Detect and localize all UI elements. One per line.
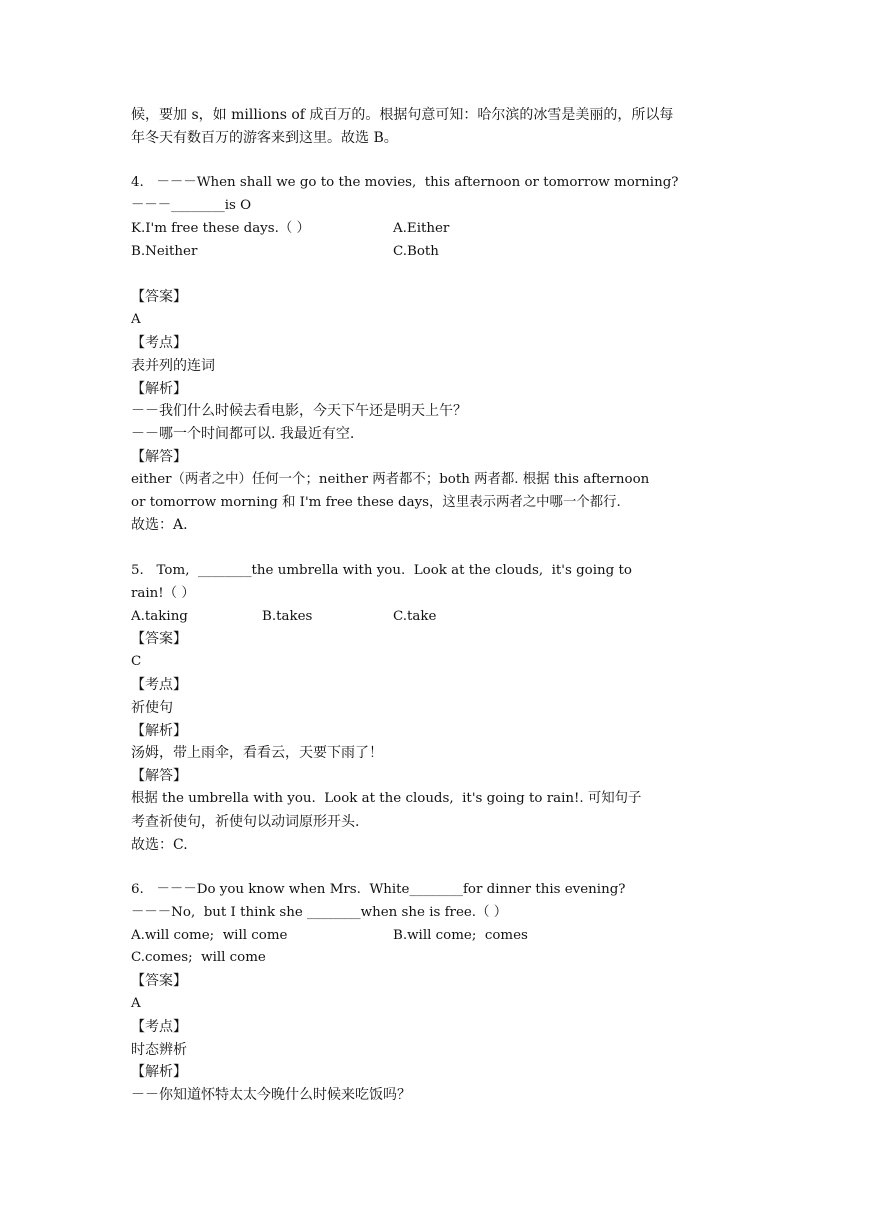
question-4 (131, 172, 751, 537)
question-6 (131, 879, 751, 1107)
q4-option-c: C.Both (393, 243, 439, 259)
intro-line-2: 年冬天有数百万的游客来到这里。故选 B。 (131, 129, 398, 146)
q6-point: 时态辨析 (131, 1041, 187, 1058)
q6-stem-line-1: 6. －－－Do you know when Mrs. White________for dinner this evening? (131, 882, 626, 898)
q5-point-label: 【考点】 (131, 676, 187, 693)
q5-analysis-label: 【解析】 (131, 722, 187, 739)
q4-answer-label: 【答案】 (131, 289, 187, 306)
q4-options-row-1 (131, 218, 751, 241)
q4-solution-line-3: 故选：A. (131, 517, 188, 534)
question-5 (131, 560, 751, 856)
q5-stem-line-2: rain!（ ） (131, 585, 195, 601)
q4-point: 表并列的连词 (131, 357, 215, 374)
q5-solution-line-3: 故选：C. (131, 836, 188, 853)
q4-analysis-line-2: －－哪一个时间都可以. 我最近有空. (131, 426, 355, 443)
q4-stem-line-3: K.I'm free these days.（ ） (131, 220, 310, 236)
q6-option-c: C.comes; will come (131, 950, 266, 966)
q5-option-c: C.take (393, 608, 437, 624)
q6-analysis-line-1: －－你知道怀特太太今晚什么时候来吃饭吗？ (131, 1087, 411, 1104)
q6-option-b: B.will come; comes (393, 927, 528, 943)
q5-solution-line-2: 考查祈使句，祈使句以动词原形开头. (131, 813, 360, 830)
q6-point-label: 【考点】 (131, 1018, 187, 1035)
spacer (131, 856, 751, 879)
spacer (131, 150, 751, 173)
q4-solution-label: 【解答】 (131, 448, 187, 465)
q4-option-b: B.Neither (131, 243, 198, 259)
spacer (131, 264, 751, 287)
q6-analysis-label: 【解析】 (131, 1064, 187, 1081)
q6-stem-line-2: －－－No, but I think she ________when she is free.（ ） (131, 904, 508, 920)
q5-solution-line-1: 根据 the umbrella with you. Look at the clouds, it's going to rain!. 可知句子 (131, 790, 642, 806)
q5-answer: C (131, 654, 142, 670)
spacer (131, 537, 751, 560)
q5-options-row (131, 606, 751, 629)
q5-solution-label: 【解答】 (131, 768, 187, 785)
intro-line-1: 候，要加 s，如 millions of 成百万的。根据句意可知：哈尔滨的冰雪是美丽的，所以每 (131, 107, 674, 123)
q4-solution-line-2: or tomorrow morning 和 I'm free these days，这里表示两者之中哪一个都行. (131, 494, 621, 510)
q4-option-a: A.Either (393, 220, 450, 236)
q4-analysis-label: 【解析】 (131, 380, 187, 397)
q5-option-a: A.taking (131, 608, 188, 624)
q4-stem-line-2: －－－________is O (131, 198, 252, 214)
q4-answer: A (131, 312, 141, 328)
q5-point: 祈使句 (131, 699, 173, 716)
q5-answer-label: 【答案】 (131, 631, 187, 648)
q6-answer-label: 【答案】 (131, 973, 187, 990)
q5-stem-line-1: 5. Tom, ________the umbrella with you. Look at the clouds, it's going to (131, 562, 632, 578)
q4-analysis-line-1: －－我们什么时候去看电影，今天下午还是明天上午？ (131, 403, 467, 420)
q5-option-b: B.takes (262, 608, 313, 624)
q4-options-row-2 (131, 241, 751, 264)
q4-point-label: 【考点】 (131, 334, 187, 351)
q6-option-a: A.will come; will come (131, 927, 288, 943)
q4-stem-line-1: 4. －－－When shall we go to the movies, this afternoon or tomorrow morning? (131, 175, 679, 191)
q6-answer: A (131, 996, 141, 1012)
q4-solution-line-1: either（两者之中）任何一个；neither 两者都不；both 两者都. 根据 this afternoon (131, 471, 650, 487)
q6-options-row-1 (131, 925, 751, 948)
q5-analysis-line-1: 汤姆，带上雨伞，看看云，天要下雨了！ (131, 745, 383, 762)
document-page (131, 104, 751, 1107)
